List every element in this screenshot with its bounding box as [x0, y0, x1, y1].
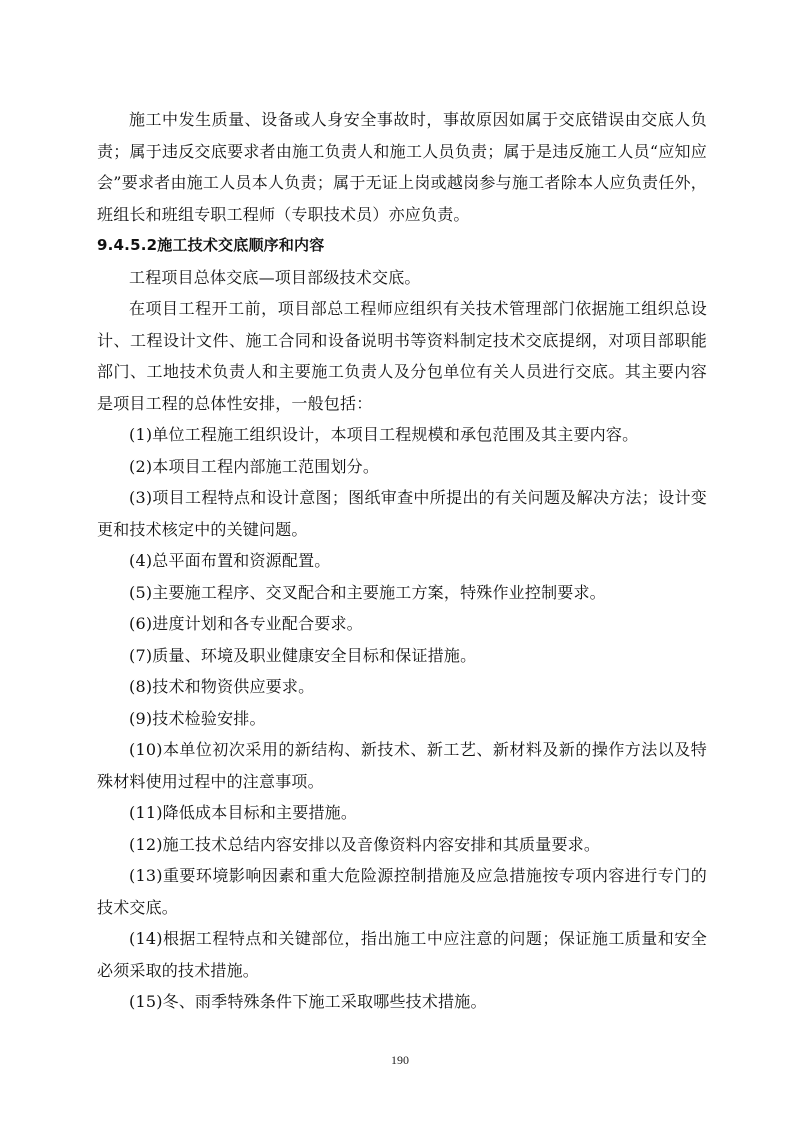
list-item-12: (12)施工技术总结内容安排以及音像资料内容安排和其质量要求。: [129, 834, 601, 854]
list-item-3: (3)项目工程特点和设计意图；图纸审查中所提出的有关问题及解决方法；设计变更和技术核定中的关键问题。: [97, 488, 707, 539]
list-item-7: (7)质量、环境及职业健康安全目标和保证措施。: [129, 645, 477, 665]
list-item-2: (2)本项目工程内部施工范围划分。: [129, 456, 380, 476]
page-number: 190: [391, 1053, 409, 1067]
list-item-10: (10)本单位初次采用的新结构、新技术、新工艺、新材料及新的操作方法以及特殊材料使用过程中的注意事项。: [97, 740, 707, 791]
list-item-4: (4)总平面布置和资源配置。: [129, 551, 331, 570]
page-body: [97, 104, 707, 1018]
list-item-5: (5)主要施工程序、交叉配合和主要施工方案，特殊作业控制要求。: [129, 582, 606, 602]
list-item-15: (15)冬、雨季特殊条件下施工采取哪些技术措施。: [129, 992, 487, 1011]
list-item-13: (13)重要环境影响因素和重大危险源控制措施及应急措施按专项内容进行专门的技术交底。: [97, 866, 707, 917]
list-item-1: (1)单位工程施工组织设计，本项目工程规模和承包范围及其主要内容。: [129, 425, 639, 444]
list-item-14: (14)根据工程特点和关键部位，指出施工中应注意的问题；保证施工质量和安全必须采取的技术措施。: [97, 929, 707, 980]
paragraph-briefing-outline: 在项目工程开工前，项目部总工程师应组织有关技术管理部门依据施工组织总设计、工程设计文件、施工合同和设备说明书等资料制定技术交底提纲，对项目部职能部门、工地技术负责人和主要施工负责人及分包单位有关人员进行交底。其主要内容是项目工程的总体性安排，一般包括：: [97, 299, 707, 413]
list-item-9: (9)技术检验安排。: [129, 708, 266, 728]
paragraph-overall-briefing: 工程项目总体交底—项目部级技术交底。: [129, 267, 421, 287]
list-item-6: (6)进度计划和各专业配合要求。: [129, 614, 363, 633]
list-item-8: (8)技术和物资供应要求。: [129, 677, 315, 696]
section-heading-9-4-5-2: 9.4.5.2施工技术交底顺序和内容: [97, 236, 325, 254]
paragraph-accident-responsibility: 施工中发生质量、设备或人身安全事故时，事故原因如属于交底错误由交底人负责；属于违反交底要求者由施工负责人和施工人员负责；属于是违反施工人员“应知应会”要求者由施工人员本人负责；属于无证上岗或越岗参与施工者除本人应负责任外，班组长和班组专职工程师（专职技术员）亦应负责。: [97, 110, 707, 224]
list-item-11: (11)降低成本目标和主要措施。: [129, 803, 358, 822]
